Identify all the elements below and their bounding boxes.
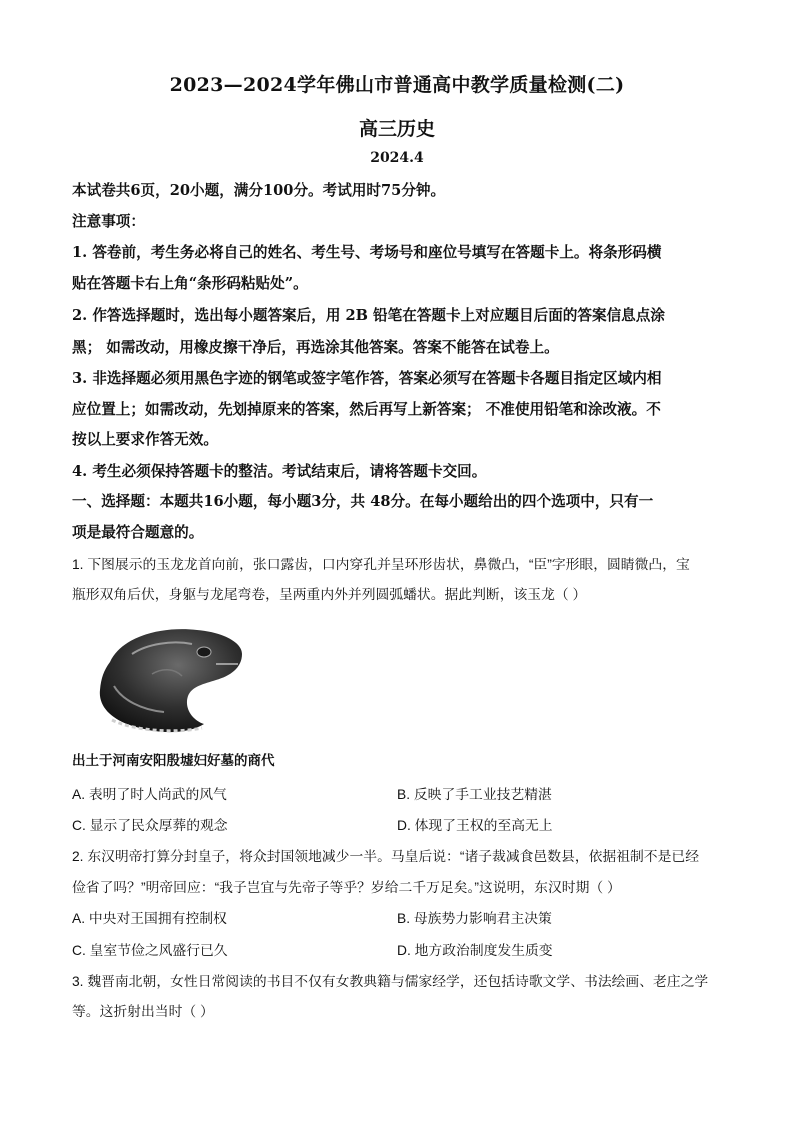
question-3-stem: 3. 魏晋南北朝，女性日常阅读的书目不仅有女教典籍与儒家经学，还包括诗歌文学、书法绘画、老庄之学 <box>72 974 709 989</box>
question-1-option-c[interactable]: C. 显示了民众厚葬的观念 <box>72 818 228 833</box>
question-1-option-a[interactable]: A. 表明了时人尚武的风气 <box>72 787 227 802</box>
notice-line: 4. 考生必须保持答题卡的整洁。考试结束后，请将答题卡交回。 <box>72 463 487 480</box>
question-2-stem-cont: 俭省了吗？”明帝回应：“我子岂宜与先帝子等乎？岁给二千万足矣。”这说明，东汉时期（ ） <box>72 880 621 895</box>
notice-line: 3. 非选择题必须用黑色字迹的钢笔或签字笔作答，答案必须写在答题卡各题目指定区域内相 <box>72 370 662 387</box>
section-heading: 一、选择题：本题共16小题，每小题3分，共 48分。在每小题给出的四个选项中，只有一 <box>72 493 654 510</box>
notice-line: 按以上要求作答无效。 <box>72 431 218 448</box>
notice-line: 应位置上；如需改动，先划掉原来的答案，然后再写上新答案； 不准使用铅笔和涂改液。不 <box>72 401 661 418</box>
question-2-option-b[interactable]: B. 母族势力影响君主决策 <box>397 911 552 926</box>
question-2-stem: 2. 东汉明帝打算分封皇子，将众封国领地减少一半。马皇后说：“诸子裁减食邑数县，依据祖制不是已经 <box>72 849 699 864</box>
jade-dragon-photo <box>92 624 244 736</box>
question-1-option-b[interactable]: B. 反映了手工业技艺精湛 <box>397 787 552 802</box>
exam-date: 2024.4 <box>370 150 424 166</box>
notice-line: 黑； 如需改动，用橡皮擦干净后，再选涂其他答案。答案不能答在试卷上。 <box>72 339 559 356</box>
question-1-stem-cont: 瓶形双角后伏，身躯与龙尾弯卷，呈两重内外并列圆弧蟠状。据此判断，该玉龙（ ） <box>72 587 587 602</box>
figure-caption: 出土于河南安阳殷墟妇好墓的商代 <box>72 753 275 769</box>
notice-heading: 注意事项： <box>72 213 145 230</box>
question-1-stem: 1. 下图展示的玉龙龙首向前，张口露齿，口内穿孔并呈环形齿状，鼻微凸，“臣”字形眼，圆睛微凸，宝 <box>72 557 690 572</box>
question-2-option-d[interactable]: D. 地方政治制度发生质变 <box>397 943 553 958</box>
notice-line: 贴在答题卡右上角“条形码粘贴处”。 <box>72 275 308 292</box>
exam-intro: 本试卷共6页，20小题，满分100分。考试用时75分钟。 <box>72 182 446 199</box>
question-2-option-c[interactable]: C. 皇室节俭之风盛行已久 <box>72 943 228 958</box>
section-heading-cont: 项是最符合题意的。 <box>72 524 204 541</box>
question-1-option-d[interactable]: D. 体现了王权的至高无上 <box>397 818 553 833</box>
notice-line: 1. 答卷前，考生务必将自己的姓名、考生号、考场号和座位号填写在答题卡上。将条形码横 <box>72 244 662 261</box>
question-2-option-a[interactable]: A. 中央对王国拥有控制权 <box>72 911 227 926</box>
exam-subject: 高三历史 <box>358 118 435 140</box>
notice-line: 2. 作答选择题时，选出每小题答案后，用 2B 铅笔在答题卡上对应题目后面的答案信息点涂 <box>72 307 665 324</box>
exam-title: 2023—2024学年佛山市普通高中教学质量检测(二) <box>169 74 625 96</box>
question-3-stem-cont: 等。这折射出当时（ ） <box>72 1004 214 1019</box>
